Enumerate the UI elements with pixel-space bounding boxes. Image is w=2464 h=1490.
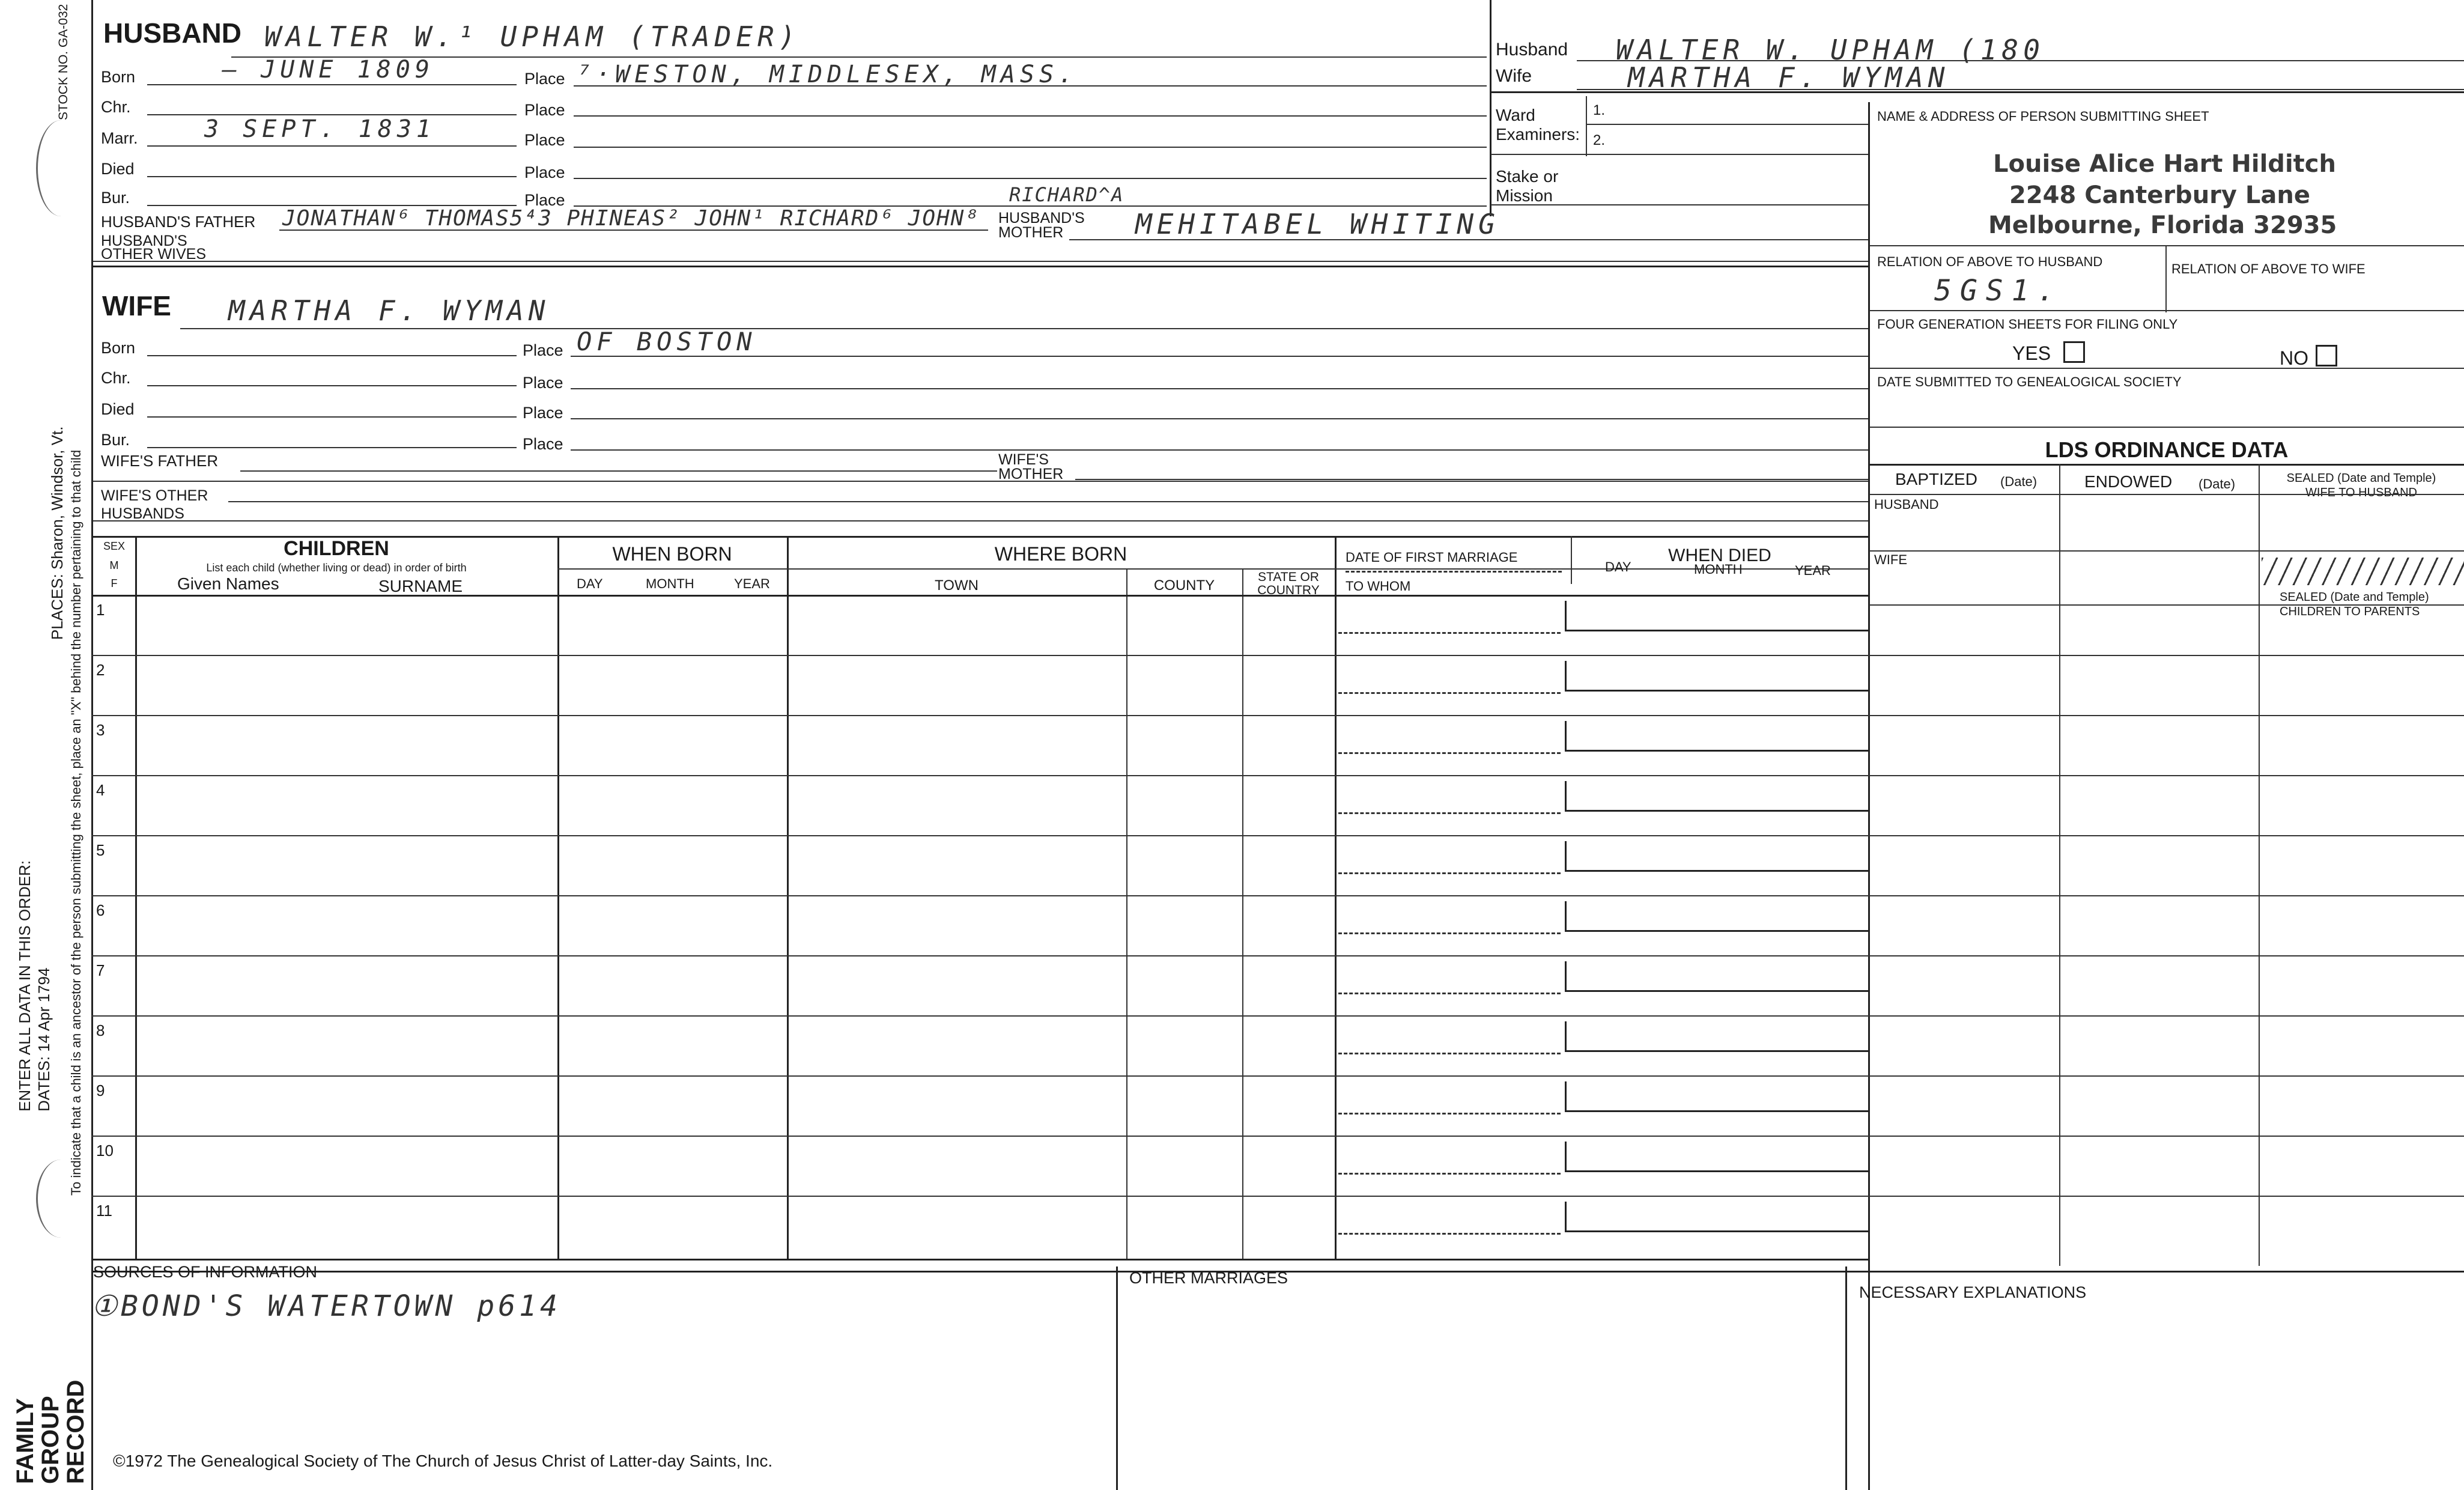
lds-title: LDS ORDINANCE DATA (2045, 437, 2289, 462)
row-divider (91, 955, 2464, 956)
enter-order-note: ENTER ALL DATA IN THIS ORDER: (16, 860, 34, 1111)
mission-label: Mission (1496, 186, 1553, 205)
husband-mother-note: RICHARD^A (1009, 183, 1124, 206)
died-underline (1565, 870, 1868, 872)
sealed-children-label-1: SEALED (Date and Temple) (2280, 591, 2429, 604)
hatched-cell (2262, 558, 2464, 585)
county-header: COUNTY (1153, 577, 1215, 594)
wife-other-husbands-label-2: HUSBANDS (101, 505, 184, 522)
died-underline (1565, 1170, 1868, 1172)
row-divider (91, 1015, 2464, 1017)
dates-note: DATES: 14 Apr 1794 (35, 967, 53, 1111)
marriage-divider (1338, 1173, 1561, 1175)
wife-born-label: Born (101, 339, 136, 357)
sealed-wife-label-1: SEALED (Date and Temple) (2286, 472, 2436, 485)
baptized-date-label: (Date) (2000, 474, 2038, 489)
died-underline (1565, 630, 1868, 631)
when-died-header: WHEN DIED (1668, 546, 1771, 565)
sources-value: ①BOND'S WATERTOWN p614 (91, 1289, 561, 1323)
wife-bur-label: Bur. (101, 431, 130, 449)
wife-chr-place-label: Place (523, 374, 563, 392)
died-month-header: MONTH (1694, 562, 1743, 577)
when-born-header: WHEN BORN (612, 543, 732, 565)
town-header: TOWN (935, 577, 979, 594)
husband-mother: MEHITABEL WHITING (1135, 208, 1500, 240)
marriage-divider (1338, 993, 1561, 994)
child-row-number: 5 (96, 841, 105, 859)
copyright: ©1972 The Genealogical Society of The Church of Jesus Christ of Latter-day Saints, Inc. (113, 1452, 773, 1470)
marriage-divider (1338, 932, 1561, 934)
panel-husband-value: WALTER W. UPHAM (180 (1616, 34, 2045, 66)
state-header-1: STATE OR (1258, 570, 1319, 584)
died-underline (1565, 1230, 1868, 1232)
husband-born-place: ⁷·WESTON, MIDDLESEX, MASS. (577, 61, 1078, 88)
child-row-number: 8 (96, 1021, 105, 1039)
panel-husband-label: Husband (1496, 40, 1568, 59)
husband-chr-place-label: Place (524, 101, 565, 119)
endowed-label: ENDOWED (2084, 472, 2173, 491)
given-names-header: Given Names (177, 574, 279, 593)
examiner-1: 1. (1593, 102, 1606, 118)
wife-chr-label: Chr. (101, 369, 131, 387)
died-underline (1565, 690, 1868, 692)
died-day-header: DAY (1605, 559, 1631, 574)
husband-marr-label: Marr. (101, 129, 138, 147)
husband-marr-place-label: Place (524, 131, 565, 149)
husband-born-label: Born (101, 68, 136, 86)
child-row-number: 7 (96, 961, 105, 979)
marriage-divider (1338, 1053, 1561, 1054)
died-divider (1565, 721, 1567, 750)
born-year-header: YEAR (734, 576, 770, 591)
wife-born-place: OF BOSTON (577, 327, 757, 356)
died-underline (1565, 810, 1868, 812)
row-divider (91, 655, 2464, 656)
row-divider (91, 835, 2464, 836)
husband-other-wives-label-2: OTHER WIVES (101, 246, 207, 263)
marriage-divider (1338, 752, 1561, 754)
died-underline (1565, 930, 1868, 932)
husband-bur-place-label: Place (524, 191, 565, 209)
wife-born-place-label: Place (523, 341, 563, 359)
row-divider (91, 715, 2464, 716)
died-divider (1565, 601, 1567, 630)
yes-label: YES (2012, 342, 2051, 364)
died-underline (1565, 1110, 1868, 1112)
relation-husband-value: 5GS1. (1934, 274, 2063, 308)
husband-chr-label: Chr. (101, 98, 131, 116)
marriage-divider (1338, 1233, 1561, 1235)
row-divider (91, 1075, 2464, 1077)
husband-heading: HUSBAND (103, 17, 241, 49)
children-subheader: List each child (whether living or dead) in order of birth (206, 562, 467, 574)
lds-wife-row: WIFE (1874, 552, 1907, 567)
examiners-label: Examiners: (1496, 125, 1580, 144)
husband-mother-label-1: HUSBAND'S (998, 210, 1085, 227)
child-row-number: 10 (96, 1142, 114, 1160)
places-note: PLACES: Sharon, Windsor, Vt. (48, 426, 66, 640)
died-divider (1565, 661, 1567, 690)
sex-header-1: SEX (103, 540, 126, 552)
marriage-divider (1338, 1113, 1561, 1114)
died-divider (1565, 781, 1567, 810)
died-year-header: YEAR (1795, 563, 1831, 578)
record-title-1: FAMILY (12, 1398, 38, 1484)
state-header-2: COUNTRY (1257, 583, 1320, 597)
child-row-number: 6 (96, 901, 105, 919)
died-underline (1565, 1050, 1868, 1052)
explanations-label: NECESSARY EXPLANATIONS (1859, 1283, 2087, 1301)
husband-born-date: – JUNE 1809 (222, 56, 434, 84)
wife-died-place-label: Place (523, 404, 563, 422)
yes-checkbox[interactable] (2063, 341, 2085, 363)
husband-mother-label-2: MOTHER (998, 224, 1064, 241)
marriage-divider (1338, 872, 1561, 874)
first-marriage-header: DATE OF FIRST MARRIAGE (1346, 550, 1518, 565)
baptized-label: BAPTIZED (1895, 470, 1977, 488)
husband-died-place-label: Place (524, 163, 565, 181)
died-divider (1565, 1081, 1567, 1110)
stake-label: Stake or (1496, 167, 1559, 186)
surname-header: SURNAME (378, 577, 463, 595)
sex-header-2: M (109, 559, 119, 571)
punch-hole-bottom (36, 1160, 86, 1238)
sealed-children-label-2: CHILDREN TO PARENTS (2280, 605, 2420, 618)
marriage-divider (1338, 632, 1561, 634)
record-title-3: RECORD (62, 1379, 89, 1484)
submitter-line-1: Louise Alice Hart Hilditch (1993, 150, 2336, 178)
born-day-header: DAY (577, 576, 603, 591)
four-gen-label: FOUR GENERATION SHEETS FOR FILING ONLY (1877, 317, 2178, 332)
sealed-wife-label-2: WIFE TO HUSBAND (2305, 486, 2417, 499)
lds-husband-row: HUSBAND (1874, 497, 1939, 512)
child-row-number: 9 (96, 1081, 105, 1099)
wife-father-label: WIFE'S FATHER (101, 452, 219, 470)
child-row-number: 1 (96, 601, 105, 619)
died-divider (1565, 961, 1567, 990)
child-row-number: 11 (96, 1202, 112, 1220)
husband-other-wives-label-1: HUSBAND'S (101, 233, 187, 249)
wife-bur-place-label: Place (523, 435, 563, 453)
husband-father: JONATHAN⁶ THOMAS5⁴3 PHINEAS² JOHN¹ RICHARD⁶ JOHN⁸ (282, 206, 980, 231)
children-header: CHILDREN (284, 537, 389, 560)
sex-header-3: F (111, 577, 118, 589)
died-divider (1565, 841, 1567, 870)
panel-wife-value: MARTHA F. WYMAN (1628, 61, 1950, 94)
died-divider (1565, 1142, 1567, 1170)
died-divider (1565, 1202, 1567, 1230)
wife-mother-label-1: WIFE'S (998, 451, 1049, 468)
no-checkbox[interactable] (2316, 345, 2337, 366)
row-divider (91, 775, 2464, 776)
relation-husband-label: RELATION OF ABOVE TO HUSBAND (1877, 254, 2103, 269)
row-divider (91, 1196, 2464, 1197)
endowed-date-label: (Date) (2198, 476, 2236, 491)
date-submitted-label: DATE SUBMITTED TO GENEALOGICAL SOCIETY (1877, 374, 2182, 389)
wife-mother-label-2: MOTHER (998, 466, 1064, 482)
husband-born-place-label: Place (524, 70, 565, 88)
to-whom-header: TO WHOM (1346, 579, 1411, 594)
other-marriages-label: OTHER MARRIAGES (1129, 1269, 1288, 1287)
ancestor-note: To indicate that a child is an ancestor of the person submitting the sheet, place an "X" behind the number pertaining to that child (68, 449, 83, 1196)
submitter-line-3: Melbourne, Florida 32935 (1988, 211, 2337, 239)
relation-wife-label: RELATION OF ABOVE TO WIFE (2171, 261, 2365, 276)
no-label: NO (2280, 347, 2308, 369)
husband-bur-label: Bur. (101, 189, 130, 207)
child-row-number: 4 (96, 781, 105, 799)
record-title-2: GROUP (37, 1396, 64, 1484)
husband-name: WALTER W.¹ UPHAM (TRADER) (264, 20, 801, 53)
wife-name: MARTHA F. WYMAN (228, 294, 550, 327)
submitter-line-2: 2248 Canterbury Lane (2009, 181, 2310, 209)
ward-label: Ward (1496, 106, 1535, 124)
examiner-2: 2. (1593, 132, 1606, 148)
row-divider (91, 1136, 2464, 1137)
punch-hole-top (36, 120, 86, 216)
sources-label: SOURCES OF INFORMATION (93, 1263, 318, 1281)
wife-heading: WIFE (102, 290, 171, 321)
husband-father-label: HUSBAND'S FATHER (101, 213, 256, 231)
panel-wife-label: Wife (1496, 66, 1532, 86)
died-underline (1565, 750, 1868, 752)
row-divider (91, 895, 2464, 896)
child-row-number: 3 (96, 721, 105, 739)
child-row-number: 2 (96, 661, 105, 679)
submitter-label: NAME & ADDRESS OF PERSON SUBMITTING SHEET (1877, 109, 2209, 124)
died-underline (1565, 990, 1868, 992)
husband-marr-date: 3 SEPT. 1831 (204, 115, 435, 143)
born-month-header: MONTH (646, 576, 694, 591)
husband-died-label: Died (101, 160, 135, 178)
marriage-divider (1338, 692, 1561, 694)
died-divider (1565, 901, 1567, 930)
stock-number: STOCK NO. GA-032 (56, 4, 70, 120)
marriage-divider (1338, 812, 1561, 814)
wife-died-label: Died (101, 400, 135, 418)
died-divider (1565, 1021, 1567, 1050)
wife-other-husbands-label-1: WIFE'S OTHER (101, 487, 208, 504)
where-born-header: WHERE BORN (994, 543, 1127, 565)
